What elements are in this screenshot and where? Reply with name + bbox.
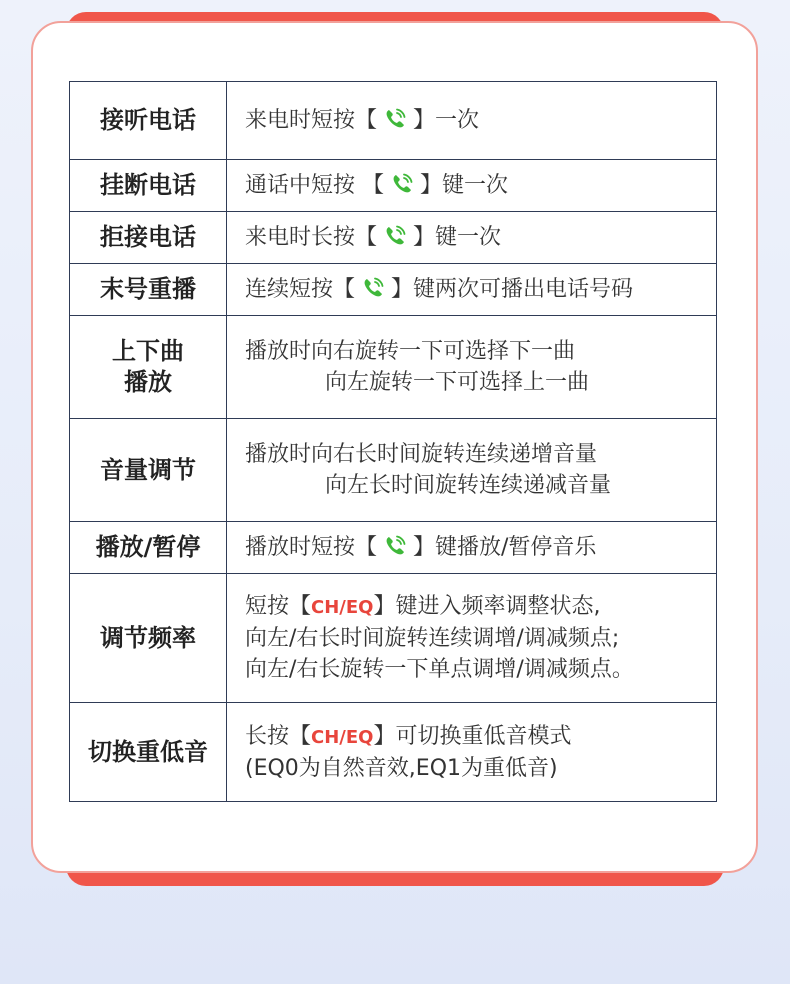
row-description: [227, 522, 717, 574]
desc-text: 】键一次: [413, 225, 502, 250]
desc-text: 】键两次可播出电话号码: [391, 277, 634, 302]
row-description: [227, 264, 717, 316]
desc-text: 】键播放/暂停音乐: [413, 535, 597, 560]
desc-text: 】可切换重低音模式: [373, 723, 572, 749]
phone-handset-icon: [383, 107, 407, 131]
desc-text: 连续短按【: [245, 277, 356, 302]
desc-line: 向左/右长旋转一下单点调增/调减频点。: [245, 657, 634, 682]
row-description: [227, 574, 717, 703]
desc-text: 】一次: [413, 108, 480, 133]
row-label: 挂断电话: [70, 160, 227, 212]
table-row: [70, 316, 717, 419]
table-row: [70, 419, 717, 522]
table-row: [70, 82, 717, 160]
ch-eq-key: CH/EQ: [311, 726, 374, 748]
desc-text: 通话中短按 【: [245, 173, 384, 198]
desc-line: (EQ0为自然音效,EQ1为重低音): [245, 755, 558, 781]
row-description: [227, 160, 717, 212]
desc-text: 】键一次: [420, 173, 509, 198]
label-line: 上下曲: [112, 337, 184, 365]
row-description: [227, 419, 717, 522]
table-row: [70, 212, 717, 264]
desc-line: 向左长时间旋转连续递减音量: [325, 473, 612, 498]
desc-line: 向左旋转一下可选择上一曲: [325, 370, 590, 395]
row-label: 切换重低音: [70, 703, 227, 802]
row-label: 接听电话: [70, 82, 227, 160]
row-label: 播放/暂停: [70, 522, 227, 574]
row-description: [227, 316, 717, 419]
row-label: 调节频率: [70, 574, 227, 703]
row-label: 拒接电话: [70, 212, 227, 264]
phone-handset-icon: [383, 224, 407, 248]
table-row: [70, 264, 717, 316]
desc-text: 播放时短按【: [245, 535, 378, 560]
row-description: [227, 212, 717, 264]
table-row: [70, 703, 717, 802]
desc-text: 来电时短按【: [245, 108, 378, 133]
row-description: [227, 82, 717, 160]
desc-line: 播放时向右长时间旋转连续递增音量: [245, 442, 598, 467]
table-row: [70, 522, 717, 574]
label-line: 播放: [124, 368, 172, 396]
row-label: 音量调节: [70, 419, 227, 522]
desc-text: 长按【: [245, 723, 312, 749]
table-row: [70, 160, 717, 212]
desc-text: 】键进入频率调整状态,: [373, 594, 601, 619]
phone-handset-icon: [390, 172, 414, 196]
function-table: [69, 81, 717, 802]
row-label: 末号重播: [70, 264, 227, 316]
desc-line: 向左/右长时间旋转连续调增/调减频点;: [245, 626, 620, 651]
desc-line: 播放时向右旋转一下可选择下一曲: [245, 339, 576, 364]
desc-text: 短按【: [245, 594, 312, 619]
ch-eq-key: CH/EQ: [311, 597, 374, 618]
phone-handset-icon: [383, 534, 407, 558]
table-row: [70, 574, 717, 703]
desc-text: 来电时长按【: [245, 225, 378, 250]
row-description: [227, 703, 717, 802]
row-label: [70, 316, 227, 419]
phone-handset-icon: [361, 276, 385, 300]
